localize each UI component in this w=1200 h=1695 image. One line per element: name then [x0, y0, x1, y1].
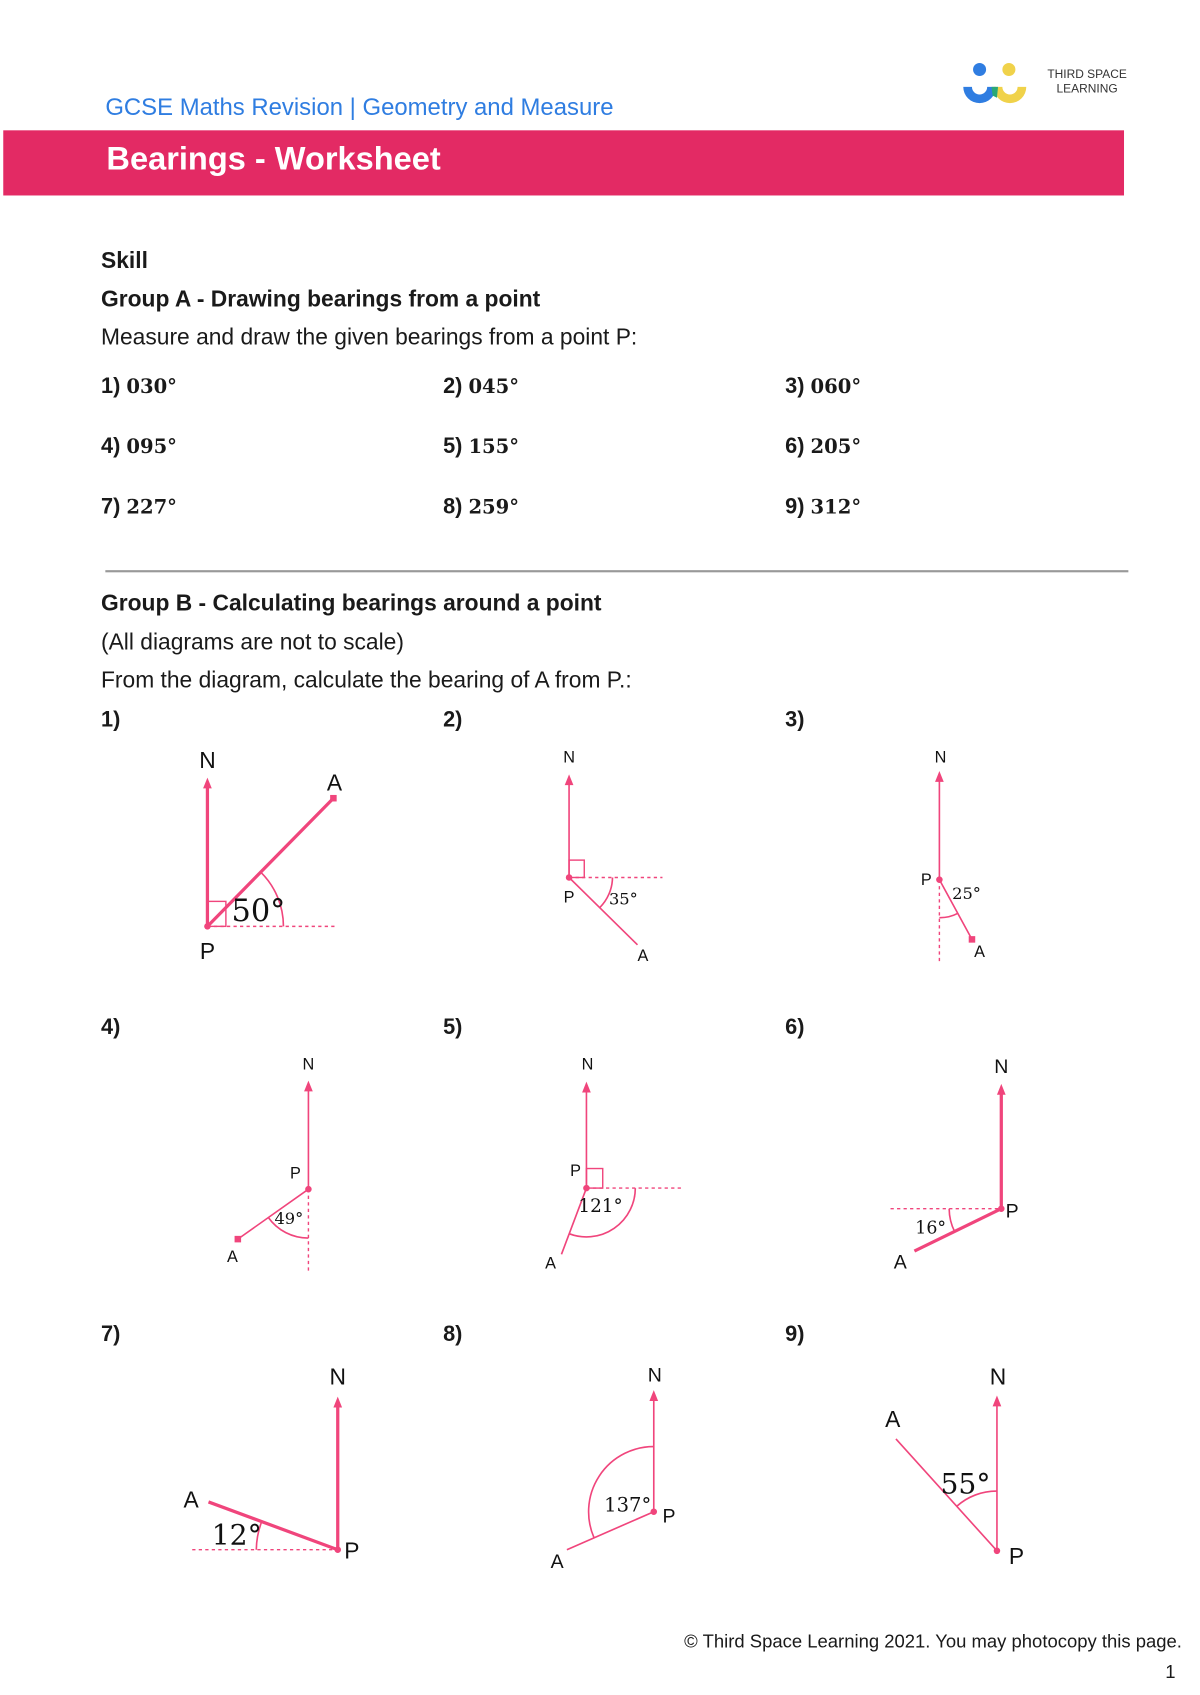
point-a-label: A	[226, 1247, 238, 1266]
item-number: 3)	[785, 374, 805, 399]
item-bearing: 155°	[468, 435, 520, 459]
item-bearing: 045°	[468, 375, 520, 399]
item-number: 4)	[100, 434, 121, 459]
point-p-label: P	[199, 937, 216, 964]
angle-label: 121°	[578, 1195, 623, 1217]
point-p-marker	[204, 923, 211, 930]
north-label: N	[647, 1364, 662, 1387]
item-number: 5)	[443, 434, 463, 459]
angle-label: 50°	[231, 893, 286, 929]
angle-label: 12°	[211, 1518, 262, 1552]
diagram-number: 8)	[443, 1322, 463, 1347]
north-arrow-icon	[993, 1396, 1002, 1407]
north-label: N	[994, 1055, 1009, 1078]
angle-arc	[949, 1209, 954, 1232]
point-p-marker	[651, 1508, 658, 1515]
point-p-label: P	[920, 871, 932, 890]
item-bearing: 259°	[468, 496, 520, 520]
point-p-label: P	[344, 1537, 360, 1564]
north-label: N	[581, 1055, 594, 1074]
north-label: N	[329, 1363, 346, 1390]
point-p-marker	[305, 1186, 312, 1193]
point-p-marker	[998, 1205, 1005, 1212]
diagram-number: 3)	[785, 708, 805, 732]
angle-arc	[939, 913, 957, 917]
point-a-marker	[330, 795, 337, 802]
skill-label: Skill	[100, 248, 148, 274]
north-arrow-icon	[997, 1084, 1006, 1095]
diagram-number: 2)	[443, 708, 463, 732]
angle-label: 49°	[274, 1208, 304, 1228]
north-arrow-icon	[582, 1082, 591, 1093]
logo-text: THIRD SPACE LEARNING	[1047, 68, 1127, 96]
group-b-instruction: From the diagram, calculate the bearing of A from P.:	[100, 667, 632, 693]
point-p-label: P	[563, 888, 575, 907]
point-p-marker	[334, 1546, 341, 1553]
point-a-marker	[969, 936, 976, 943]
item-number: 2)	[443, 374, 463, 399]
point-p-marker	[936, 876, 943, 883]
group-b-note: (All diagrams are not to scale)	[100, 629, 404, 655]
north-arrow-icon	[304, 1081, 313, 1092]
item-number: 6)	[785, 434, 805, 459]
north-arrow-icon	[935, 771, 944, 782]
point-a-label: A	[545, 1254, 557, 1273]
footer-copyright: © Third Space Learning 2021. You may photocopy this page.	[684, 1631, 1182, 1652]
angle-arc	[589, 1447, 654, 1538]
point-p-label: P	[1005, 1200, 1019, 1223]
item-bearing: 095°	[126, 435, 177, 459]
angle-label: 137°	[604, 1493, 652, 1517]
diagram-number: 4)	[100, 1015, 121, 1040]
diagram-number: 5)	[443, 1015, 463, 1040]
bearing-line	[569, 877, 637, 944]
right-angle-marker	[586, 1169, 602, 1189]
point-a-label: A	[326, 769, 343, 796]
page-title: Bearings - Worksheet	[106, 141, 441, 178]
group-a-instruction: Measure and draw the given bearings from a point P:	[100, 324, 638, 350]
point-a-label: A	[183, 1486, 199, 1513]
point-p-label: P	[662, 1505, 676, 1528]
bearing-line	[567, 1512, 654, 1550]
point-a-label: A	[893, 1251, 907, 1274]
north-arrow-icon	[565, 774, 574, 785]
diagram-number: 6)	[785, 1015, 805, 1040]
diagram-number: 9)	[785, 1322, 805, 1347]
angle-label: 16°	[915, 1218, 947, 1239]
item-number: 1)	[100, 374, 121, 399]
item-bearing: 312°	[810, 496, 862, 520]
point-p-marker	[583, 1185, 590, 1192]
point-p-label: P	[570, 1162, 582, 1181]
diagram-number: 7)	[100, 1322, 121, 1347]
point-p-label: P	[289, 1164, 301, 1183]
north-arrow-icon	[649, 1390, 658, 1401]
north-label: N	[934, 748, 947, 767]
north-arrow-icon	[203, 778, 212, 789]
angle-label: 55°	[940, 1467, 991, 1501]
north-label: N	[302, 1055, 315, 1074]
point-a-label: A	[885, 1406, 901, 1433]
north-label: N	[563, 748, 575, 767]
item-number: 7)	[100, 495, 121, 520]
point-p-marker	[566, 874, 573, 881]
group-b-heading: Group B - Calculating bearings around a point	[100, 590, 602, 616]
right-angle-marker	[569, 860, 584, 877]
item-number: 9)	[785, 495, 805, 520]
angle-label: 35°	[608, 889, 638, 909]
item-bearing: 205°	[810, 435, 862, 459]
item-bearing: 030°	[126, 375, 177, 399]
angle-label: 25°	[952, 884, 981, 904]
diagram-number: 1)	[100, 708, 121, 732]
point-a-marker	[235, 1236, 242, 1243]
header-subtitle: GCSE Maths Revision | Geometry and Measure	[105, 93, 614, 121]
item-bearing: 060°	[810, 375, 862, 399]
point-p-marker	[994, 1548, 1001, 1555]
item-bearing: 227°	[126, 496, 177, 520]
point-a-label: A	[550, 1551, 564, 1574]
point-a-label: A	[637, 947, 649, 966]
page-number: 1	[1165, 1661, 1176, 1683]
item-number: 8)	[443, 495, 463, 520]
north-label: N	[989, 1363, 1007, 1390]
group-a-heading: Group A - Drawing bearings from a point	[100, 286, 541, 312]
north-arrow-icon	[333, 1397, 342, 1408]
point-a-label: A	[974, 942, 986, 961]
point-p-label: P	[1008, 1542, 1025, 1569]
north-label: N	[199, 746, 216, 773]
